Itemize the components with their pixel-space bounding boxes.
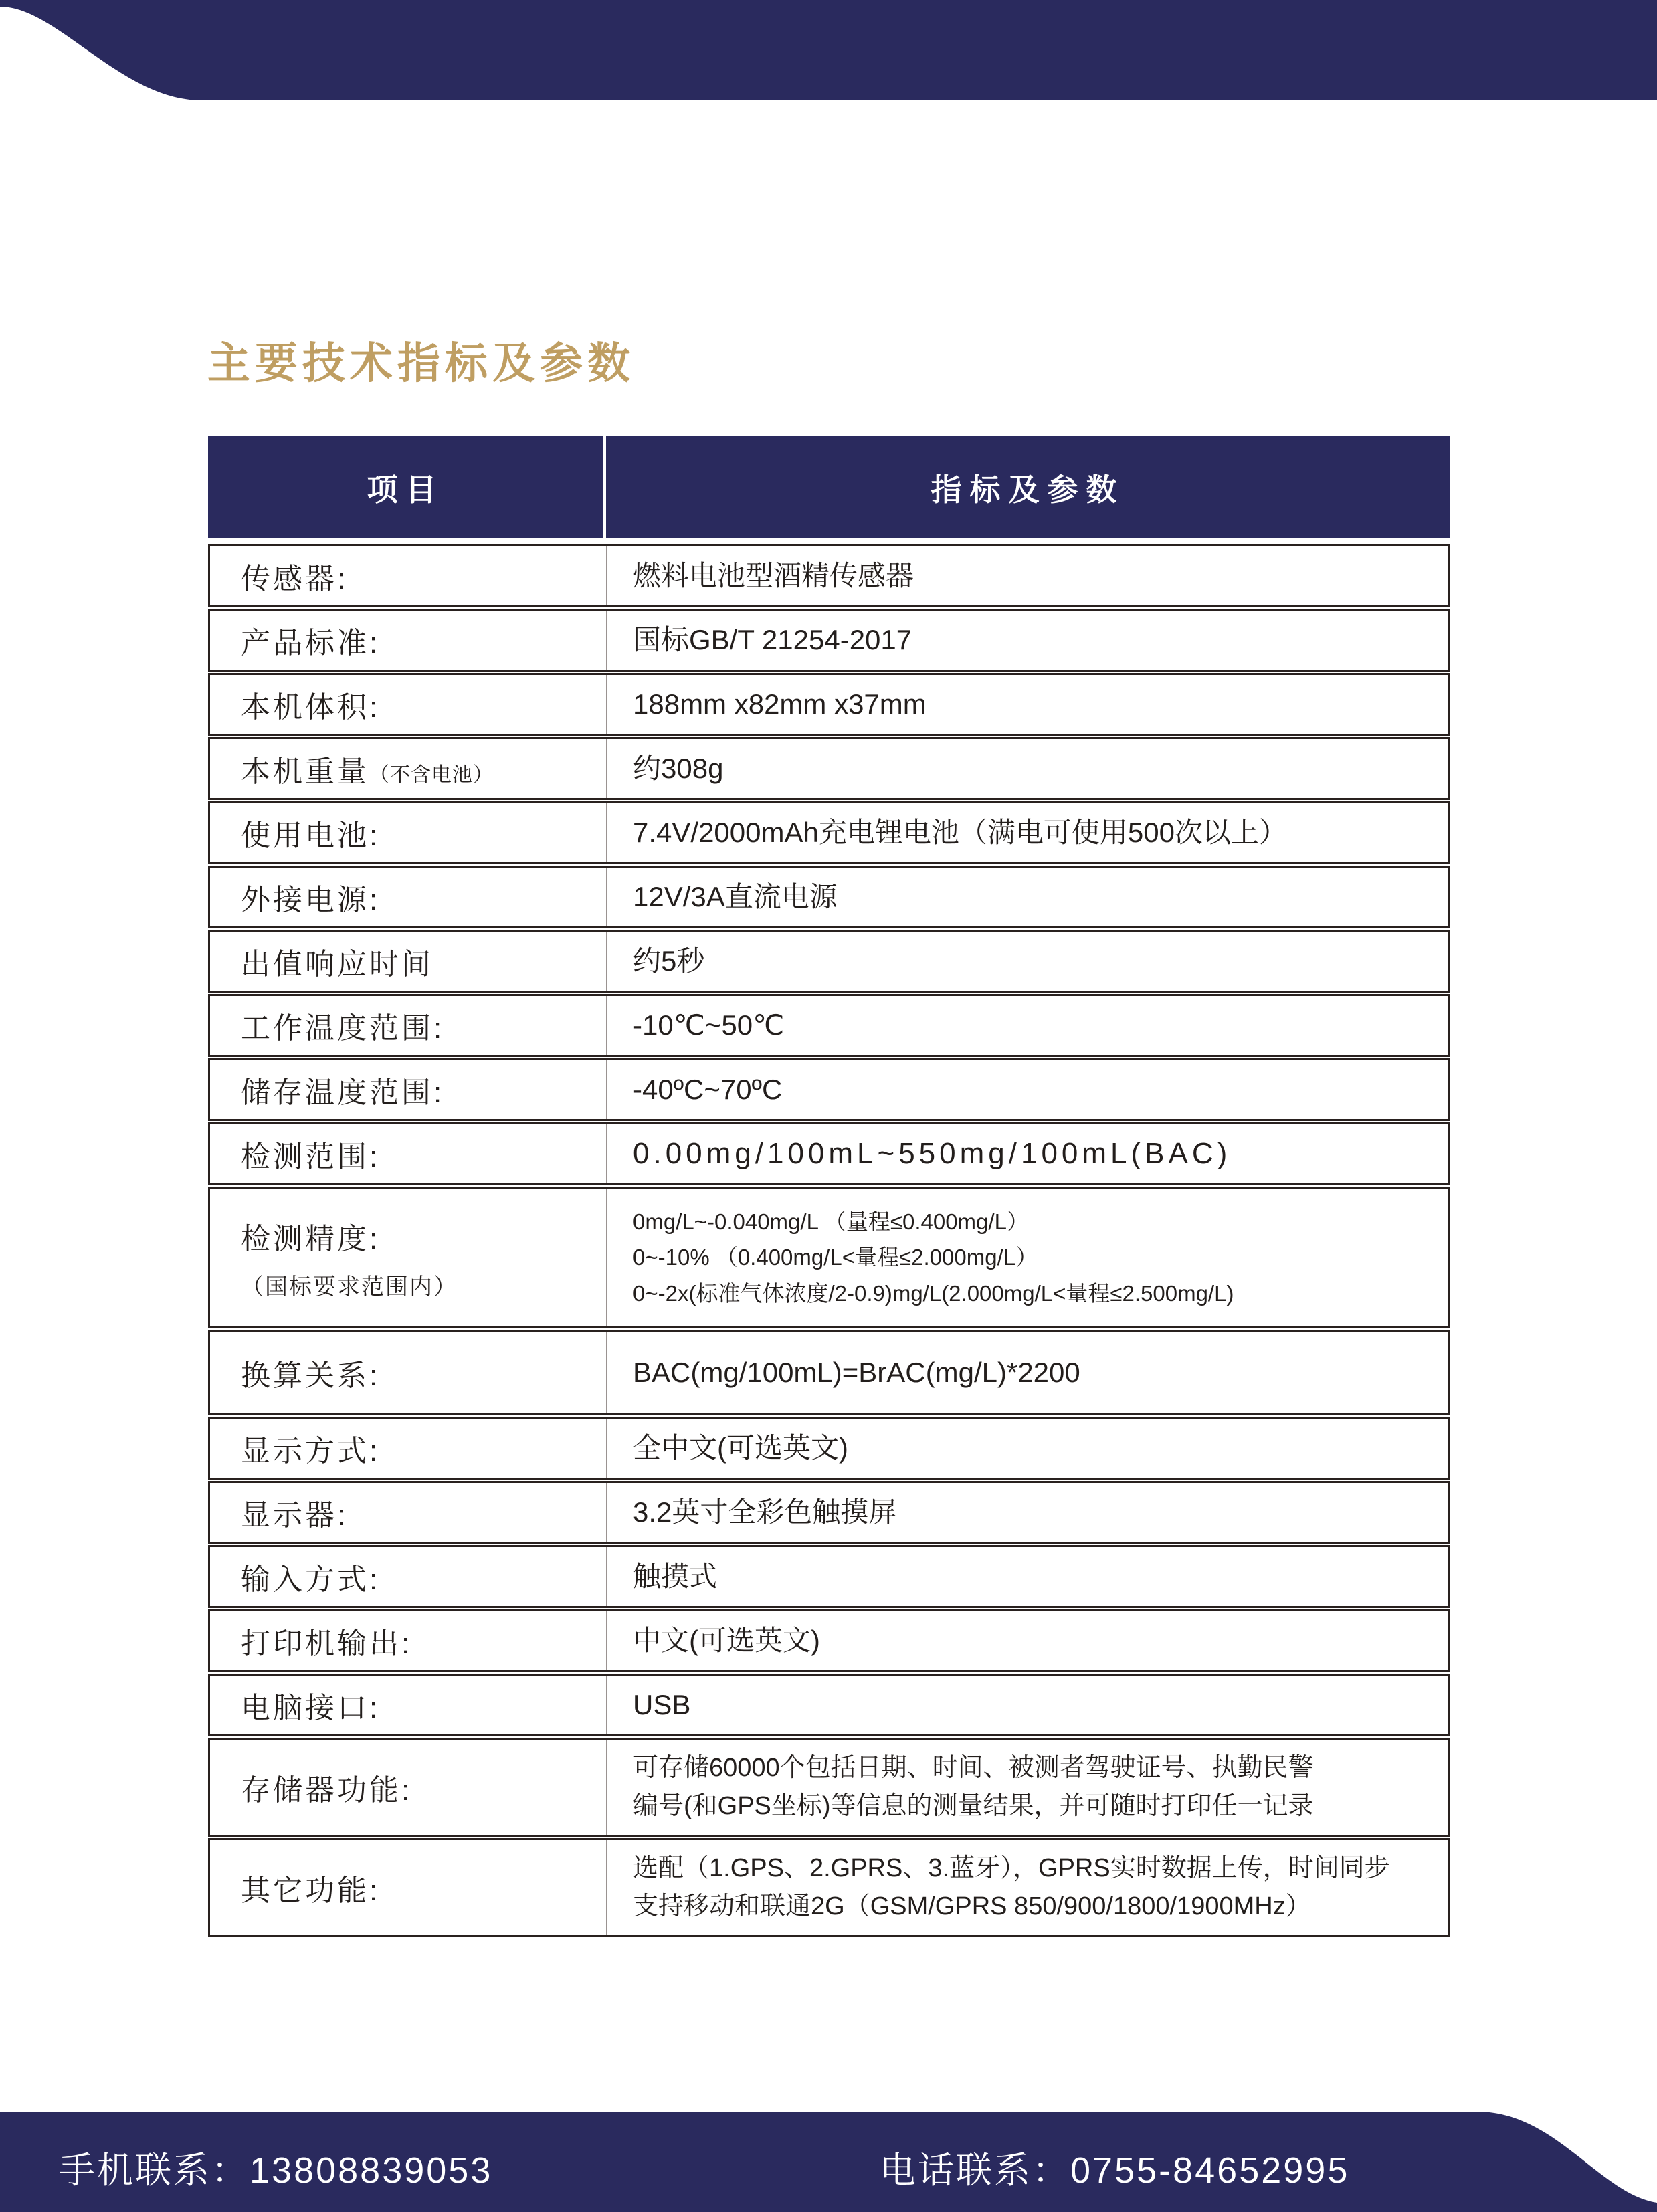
row-value (607, 611, 1448, 670)
row-value (607, 1124, 1448, 1183)
row-value (607, 1060, 1448, 1119)
row-label-text: 显示方式: (241, 1435, 381, 1468)
row-value-text: 约5秒 (633, 944, 705, 977)
table-row (208, 1187, 1450, 1328)
row-label (210, 1189, 607, 1326)
header-band-decoration (0, 0, 1657, 102)
table-row (208, 994, 1450, 1057)
row-label (210, 611, 607, 670)
table-row (208, 1545, 1450, 1608)
table-row (208, 1058, 1450, 1121)
row-value-text: 中文(可选英文) (633, 1624, 820, 1656)
footer-phone-contact: 电话联系：0755-84652995 (880, 2150, 1350, 2191)
table-row (208, 1481, 1450, 1544)
row-value-text: 12V/3A直流电源 (633, 880, 838, 912)
row-value (607, 1547, 1448, 1606)
table-row (208, 1417, 1450, 1480)
row-value (607, 996, 1448, 1055)
row-label-text: 换算关系: (241, 1359, 381, 1392)
row-value (607, 1611, 1448, 1670)
row-label (210, 868, 607, 926)
row-value-text: 188mm x82mm x37mm (633, 688, 927, 720)
row-value-text: 全中文(可选英文) (633, 1431, 848, 1464)
row-value (607, 803, 1448, 862)
row-value (607, 546, 1448, 605)
table-row (208, 544, 1450, 607)
row-label-text: 输入方式: (241, 1563, 381, 1596)
row-value-text: -10℃~50℃ (633, 1009, 785, 1041)
row-value (607, 1419, 1448, 1478)
row-label-text: 打印机输出: (241, 1627, 413, 1660)
row-value-text: 编号(和GPS坐标)等信息的测量结果，并可随时打印任一记录 (633, 1792, 1314, 1820)
row-value-text: 约308g (633, 752, 724, 784)
row-label-text: 检测精度: (241, 1222, 381, 1255)
row-value (607, 932, 1448, 991)
row-label-note: （国标要求范围内） (241, 1274, 458, 1300)
row-value-text: 3.2英寸全彩色触摸屏 (633, 1496, 897, 1528)
row-label (210, 1332, 607, 1413)
row-value-text: 触摸式 (633, 1560, 718, 1592)
row-value-text: 0~-2x(标准气体浓度/2-0.9)mg/L(2.000mg/L<量程≤2.500mg/L) (633, 1280, 1234, 1306)
row-label (210, 996, 607, 1055)
row-label (210, 739, 607, 798)
row-label-text: 出值响应时间 (241, 948, 433, 981)
footer-mobile-contact: 手机联系：13808839053 (59, 2150, 493, 2191)
row-value-text: 7.4V/2000mAh充电锂电池（满电可使用500次以上） (633, 816, 1287, 848)
table-row (208, 1609, 1450, 1672)
table-row (208, 1122, 1450, 1185)
row-value-text: -40ºC~70ºC (633, 1073, 783, 1105)
row-label (210, 1676, 607, 1734)
row-label-text: 储存温度范围: (241, 1076, 445, 1109)
row-value (607, 739, 1448, 798)
row-label-text: 工作温度范围: (241, 1012, 445, 1045)
row-label (210, 1124, 607, 1183)
row-label-text: 本机体积: (241, 691, 381, 724)
row-value (607, 675, 1448, 734)
table-row (208, 866, 1450, 928)
table-row (208, 1330, 1450, 1415)
table-row (208, 930, 1450, 993)
row-value (607, 1740, 1448, 1835)
row-label-text: 电脑接口: (241, 1692, 381, 1724)
table-row (208, 673, 1450, 736)
row-label (210, 1740, 607, 1835)
row-label-text: 显示器: (241, 1499, 349, 1532)
row-label-text: 外接电源: (241, 884, 381, 916)
row-value-text: 选配（1.GPS、2.GPRS、3.蓝牙），GPRS实时数据上传，时间同步 (633, 1854, 1390, 1882)
row-value (607, 1332, 1448, 1413)
row-value (607, 1189, 1448, 1326)
row-value-text: 国标GB/T 21254-2017 (633, 623, 912, 656)
row-label (210, 675, 607, 734)
row-label (210, 1483, 607, 1542)
row-value-text: BAC(mg/100mL)=BrAC(mg/L)*2200 (633, 1356, 1080, 1388)
table-header-row (208, 436, 1450, 538)
row-value (607, 868, 1448, 926)
column-header-spec: 指标及参数 (931, 472, 1125, 507)
row-value-text: 可存储60000个包括日期、时间、被测者驾驶证号、执勤民警 (633, 1754, 1314, 1782)
table-row (208, 609, 1450, 672)
column-header-item: 项目 (208, 436, 606, 538)
row-label-text: 产品标准: (241, 627, 381, 660)
table-body (208, 544, 1450, 1937)
row-value-text: 0~-10% （0.400mg/L<量程≤2.000mg/L） (633, 1245, 1038, 1270)
row-label-note: （不含电池） (369, 764, 494, 786)
table-row (208, 1674, 1450, 1736)
row-label (210, 1060, 607, 1119)
row-label-text: 传感器: (241, 563, 349, 595)
page-title: 主要技术指标及参数 (207, 339, 635, 387)
table-row (208, 801, 1450, 864)
row-label-text: 本机重量（不含电池） (241, 755, 494, 788)
row-label (210, 1547, 607, 1606)
table-row (208, 1838, 1450, 1937)
row-value-text: USB (633, 1688, 691, 1720)
row-label (210, 932, 607, 991)
row-label-text: 检测范围: (241, 1140, 381, 1173)
row-value-text: 支持移动和联通2G（GSM/GPRS 850/900/1800/1900MHz） (633, 1892, 1311, 1920)
row-label-text: 其它功能: (241, 1874, 381, 1907)
row-value-text: 0mg/L~-0.040mg/L （量程≤0.400mg/L） (633, 1209, 1029, 1234)
row-value-text: 燃料电池型酒精传感器 (633, 559, 914, 591)
row-label (210, 546, 607, 605)
row-label (210, 1611, 607, 1670)
spec-table (208, 436, 1450, 1937)
row-label (210, 1419, 607, 1478)
row-value-text: 0.00mg/100mL~550mg/100mL(BAC) (633, 1137, 1232, 1171)
row-label (210, 803, 607, 862)
row-label-text: 使用电池: (241, 819, 381, 852)
row-label-text: 存储器功能: (241, 1774, 413, 1807)
row-label (210, 1840, 607, 1935)
row-value (607, 1840, 1448, 1935)
table-row (208, 1738, 1450, 1837)
row-value (607, 1483, 1448, 1542)
table-row (208, 737, 1450, 800)
row-value (607, 1676, 1448, 1734)
